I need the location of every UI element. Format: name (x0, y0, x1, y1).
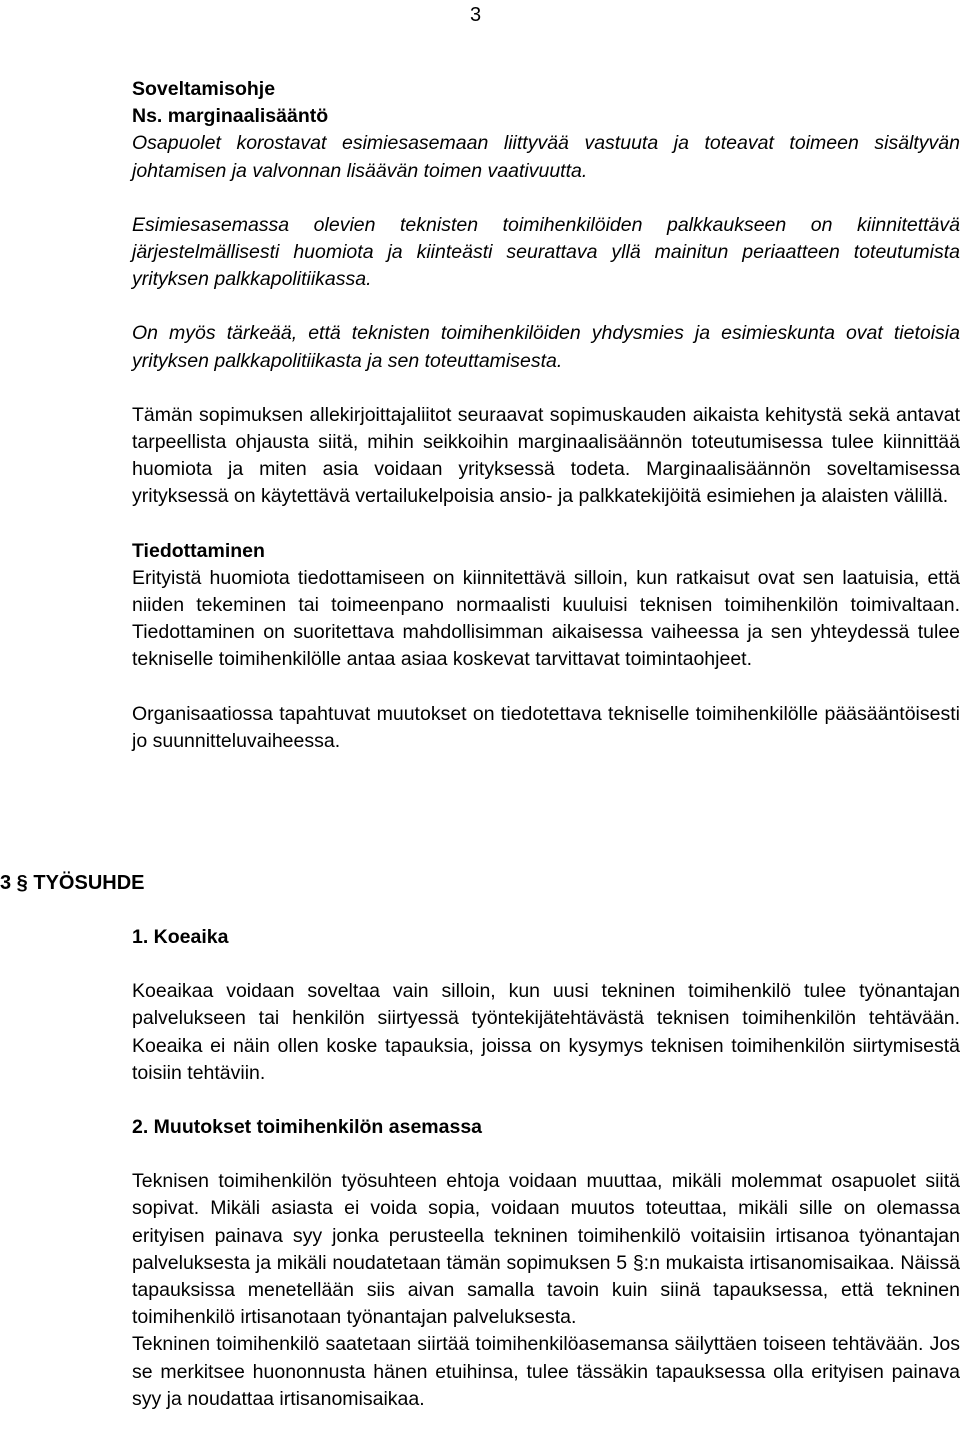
tiedottaminen-paragraph-1: Erityistä huomiota tiedottamiseen on kiinnitettävä silloin, kun ratkaisut ovat sen laatuisia, että niiden tekeminen tai toimeenpano normaalisti kuuluisi teknisen toimihenkilön toimivaltaan. Tiedottaminen on suoritettava mahdollisimman aikaisessa vaiheessa ja sen yhteydessä tulee tekniselle toimihenkilölle antaa asiaa koskevat tarvittavat toimintaohjeet. (132, 566, 960, 671)
koeaika-title: 1. Koeaika (132, 926, 229, 948)
koeaika-paragraph: Koeaikaa voidaan soveltaa vain silloin, kun uusi tekninen toimihenkilö tulee työnantajan palvelukseen tai henkilön siirtyessä työntekijätehtävästä teknisen toimihenkilön tehtävään. Koeaika ei näin ollen koske tapauksia, joissa on kysymys teknisen toimihenkilön siirtymisestä toisiin tehtäviin. (132, 980, 960, 1084)
soveltamisohje-block (132, 76, 960, 755)
page-number: 3 (470, 4, 482, 26)
tiedottaminen-paragraph-2: Organisaatiossa tapahtuvat muutokset on tiedotettava tekniselle toimihenkilölle pääsääntöisesti jo suunnitteluvaiheessa. (132, 702, 960, 752)
tiedottaminen-title: Tiedottaminen (132, 539, 265, 562)
soveltamisohje-title: Soveltamisohje (132, 78, 276, 100)
soveltamisohje-paragraph-3: On myös tärkeää, että teknisten toimihenkilöiden yhdysmies ja esimieskunta ovat tietoisia yrityksen palkkapolitiikasta ja sen toteuttamisesta. (132, 322, 960, 372)
soveltamisohje-paragraph-2: Esimiesasemassa olevien teknisten toimihenkilöiden palkkaukseen on kiinnitettävä järjestelmällisesti huomiota ja kiinteästi seurattava yllä mainitun periaatteen toteutumista yrityksen palkkapolitiikassa. (132, 213, 960, 291)
soveltamisohje-paragraph-4: Tämän sopimuksen allekirjoittajaliitot seuraavat sopimuskauden aikaista kehitystä sekä antavat tarpeellista ohjausta siitä, mihin seikkoihin marginaalisäännön toteutumisessa tulee kiinnittää huomiota ja miten asia voidaan yrityksessä todeta. Marginaalisäännön soveltamisessa yrityksessä on käytettävä vertailukelpoisia ansio- ja palkkatekijöitä esimiehen ja alaisten välillä. (132, 403, 960, 508)
muutokset-paragraph-1: Teknisen toimihenkilön työsuhteen ehtoja voidaan muuttaa, mikäli molemmat osapuolet siitä sopivat. Mikäli asiasta ei voida sopia, voidaan muutos toteuttaa, mikäli sille on olemassa erityisen painava syy jonka perusteella tekninen toimihenkilö voitaisiin irtisanoa työnantajan palveluksesta ja mikäli noudatetaan tämän sopimuksen 5 §:n mukaista irtisanomisaikaa. Näissä tapauksissa menetellään siis aivan samalla tavoin kuin siinä tapauksessa, että tekninen toimihenkilö irtisanotaan työnantajan palveluksesta. (132, 1170, 960, 1329)
muutokset-title: 2. Muutokset toimihenkilön asemassa (132, 1116, 483, 1139)
section-3-block (132, 924, 960, 1413)
marginaalisaanto-title: Ns. marginaalisääntö (132, 105, 329, 128)
section-3-title: 3 § TYÖSUHDE (0, 872, 145, 894)
soveltamisohje-paragraph-1: Osapuolet korostavat esimiesasemaan liittyvää vastuuta ja toteavat toimeen sisältyvän johtamisen ja valvonnan lisäävän toimen vaativuutta. (132, 132, 960, 182)
muutokset-paragraph-2: Tekninen toimihenkilö saatetaan siirtää toimihenkilöasemansa säilyttäen toiseen tehtävään. Jos se merkitsee huononnusta hänen etuihinsa, tulee tässäkin tapauksessa olla erityisen painava syy ja noudattaa irtisanomisaikaa. (132, 1333, 960, 1410)
